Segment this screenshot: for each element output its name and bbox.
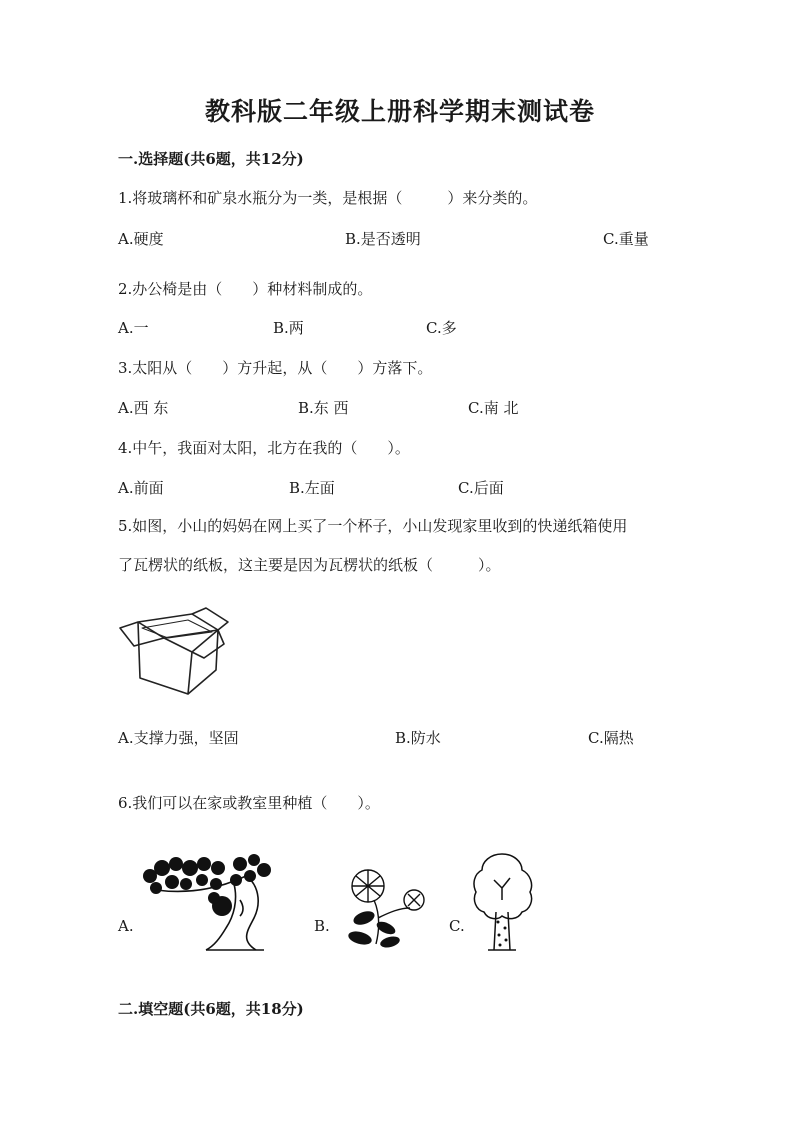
question-4: 4.中午，我面对太阳，北方在我的（ ）。 bbox=[118, 439, 410, 457]
page-title: 教科版二年级上册科学期末测试卷 bbox=[204, 97, 595, 126]
q3-option-c: C.南 北 bbox=[468, 399, 519, 417]
q1-option-a: A.硬度 bbox=[118, 230, 164, 248]
tree-image bbox=[468, 850, 536, 954]
q2-option-b: B.两 bbox=[273, 319, 304, 337]
q4-option-c: C.后面 bbox=[458, 479, 504, 497]
question-3: 3.太阳从（ ）方升起，从（ ）方落下。 bbox=[118, 359, 433, 377]
question-5-line-2: 了瓦楞状的纸板，这主要是因为瓦楞状的纸板（ ）。 bbox=[118, 556, 501, 574]
bonsai-tree-image bbox=[136, 854, 276, 952]
question-5-line-1: 5.如图，小山的妈妈在网上买了一个杯子，小山发现家里收到的快递纸箱使用 bbox=[118, 517, 628, 535]
q2-option-a: A.一 bbox=[118, 319, 149, 337]
q6-option-c: C. bbox=[449, 917, 465, 935]
q5-option-b: B.防水 bbox=[395, 729, 441, 747]
q2-option-c: C.多 bbox=[426, 319, 457, 337]
q4-option-b: B.左面 bbox=[289, 479, 335, 497]
question-6: 6.我们可以在家或教室里种植（ ）。 bbox=[118, 794, 380, 812]
q5-option-c: C.隔热 bbox=[588, 729, 634, 747]
q6-option-a: A. bbox=[118, 917, 134, 935]
q3-option-b: B.东 西 bbox=[298, 399, 349, 417]
section-heading-choice: 一.选择题(共6题，共12分) bbox=[118, 150, 304, 168]
q1-option-c: C.重量 bbox=[603, 230, 649, 248]
cardboard-box-image bbox=[118, 608, 230, 698]
q4-option-a: A.前面 bbox=[118, 479, 164, 497]
question-1: 1.将玻璃杯和矿泉水瓶分为一类，是根据（ ）来分类的。 bbox=[118, 189, 538, 207]
q3-option-a: A.西 东 bbox=[118, 399, 169, 417]
section-heading-fill-in: 二.填空题(共6题，共18分) bbox=[118, 1000, 304, 1018]
q1-option-b: B.是否透明 bbox=[345, 230, 421, 248]
chrysanthemum-image bbox=[334, 862, 434, 948]
question-2: 2.办公椅是由（ ）种材料制成的。 bbox=[118, 280, 373, 298]
q6-option-b: B. bbox=[314, 917, 330, 935]
q5-option-a: A.支撑力强，坚固 bbox=[118, 729, 239, 747]
